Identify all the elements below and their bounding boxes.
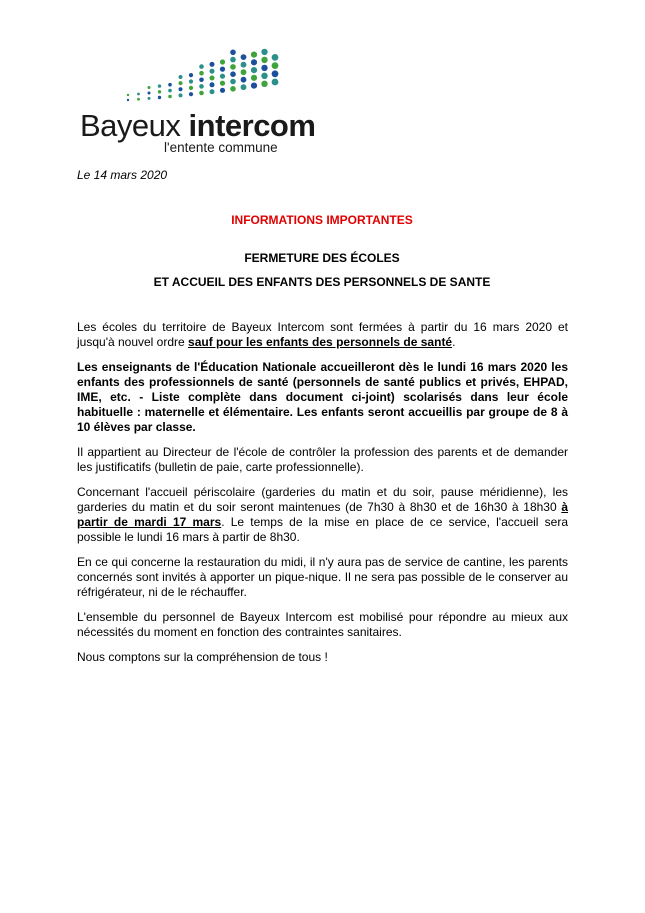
logo-dot [230,79,236,85]
logo-dot [199,71,204,76]
logo-dot [137,98,140,101]
logo-dot [230,86,236,92]
logo-dot [261,65,267,71]
paragraph-closure-end: . [452,335,456,349]
logo-dot [179,93,183,97]
bayeux-intercom-logo [80,48,320,156]
paragraph-teachers: Les enseignants de l'Éducation Nationale accueilleront dès le lundi 16 mars 2020 les enfants des professionnels de santé (personnels de santé publics et privés, EHPAD, IME, etc. - Liste complète dans document ci-joint) scolarisés dans leur école habituelle : maternelle et élémentaire. Les enfants seront accueillis par groupe de 8 à 10 élèves par classe. [77,360,568,434]
logo-dot [261,73,267,79]
paragraph-periscolaire-end: . Le temps de la mise en place de ce service, l'accueil sera possible le lundi 16 mars à partir de 8h30. [77,515,568,544]
logo-dot [241,84,247,90]
paragraph-closure [77,320,568,350]
logo-dot [261,49,267,55]
logo-dot [230,71,236,77]
logo-dot [220,59,225,64]
logo-dot [261,81,267,87]
logo-dot [251,67,257,73]
logo-dot [272,54,279,61]
logo-dot [272,70,279,77]
logo-dot [210,69,215,74]
logo-name [80,110,315,141]
logo-dot [199,84,204,89]
paragraph-restauration: En ce qui concerne la restauration du midi, il n'y aura pas de service de cantine, les parents concernés sont invités à apporter un pique-nique. Il ne sera pas possible de le conserver au réfrigérateur, ni de le réchauffer. [77,555,568,599]
logo-dot [179,87,183,91]
paragraph-personnel: L'ensemble du personnel de Bayeux Intercom est mobilisé pour répondre au mieux aux nécessités du moment en fonction des contraintes sanitaires. [77,610,568,639]
paragraph-periscolaire-text: Concernant l'accueil périscolaire (garderies du matin et du soir, pause méridienne), les garderies du matin et du soir seront maintenues (de 7h30 à 8h30 et de 16h30 à 18h30 [77,485,568,514]
logo-dot [199,91,204,96]
logo-dot [148,92,151,95]
logo-dot [189,73,193,77]
document-date: Le 14 mars 2020 [77,168,168,182]
heading-title-line-2: ET ACCUEIL DES ENFANTS DES PERSONNELS DE SANTE [153,275,491,289]
logo-dot [168,89,172,93]
logo-dot [251,83,257,89]
logo-dot [220,74,225,79]
paragraph-periscolaire [77,485,568,545]
heading-title-line-1: FERMETURE DES ÉCOLES [244,251,400,265]
logo-dot [148,86,151,89]
paragraph-closure-emphasis: sauf pour les enfants des personnels de santé [188,335,453,349]
logo-dot [189,92,193,96]
logo-dot [241,62,247,68]
logo-dot [210,62,215,67]
logo-dot [220,67,225,72]
logo-name-bold: intercom [188,108,316,143]
logo-dot [220,81,225,86]
logo-dot [230,64,236,70]
logo-dot [272,79,279,86]
logo-dot [158,96,161,99]
paragraph-closing: Nous comptons sur la compréhension de tous ! [77,650,328,664]
logo-dot [251,75,257,81]
logo-dot [189,79,193,83]
logo-tagline: l'entente commune [164,140,278,155]
logo-dot [127,99,129,101]
logo-dot [241,77,247,83]
logo-dot [210,82,215,87]
logo-dot [241,54,247,60]
logo-dot [230,57,236,63]
logo-dot [179,81,183,85]
logo-dot [241,69,247,75]
logo-dot [251,59,257,65]
logo-dot [148,97,151,100]
logo-dot [168,95,172,99]
logo-dot [210,76,215,81]
logo-dot [261,57,267,63]
document-body [77,320,568,675]
logo-dot [179,75,183,79]
logo-dot [210,89,215,94]
heading-important: INFORMATIONS IMPORTANTES [231,213,413,227]
paragraph-periscolaire-emphasis: à partir de mardi 17 mars [77,500,568,529]
logo-dot [272,62,279,69]
logo-name-light: Bayeux [80,108,189,143]
logo-dot [251,52,257,58]
logo-dot [220,88,225,93]
paragraph-closure-text: Les écoles du territoire de Bayeux Intercom sont fermées à partir du 16 mars 2020 et jusqu'à nouvel ordre [77,320,568,349]
logo-dot [168,83,172,87]
logo-dot [127,94,129,96]
paragraph-director: Il appartient au Directeur de l'école de contrôler la profession des parents et de demander les justificatifs (bulletin de paie, carte professionnelle). [77,445,568,474]
logo-dot [199,78,204,83]
logo-dot [158,84,161,87]
logo-dot-pattern-icon [120,48,320,110]
logo-dot [137,93,140,96]
logo-dot [189,86,193,90]
logo-dot [158,90,161,93]
logo-dot [199,64,204,69]
logo-dot [230,50,236,56]
